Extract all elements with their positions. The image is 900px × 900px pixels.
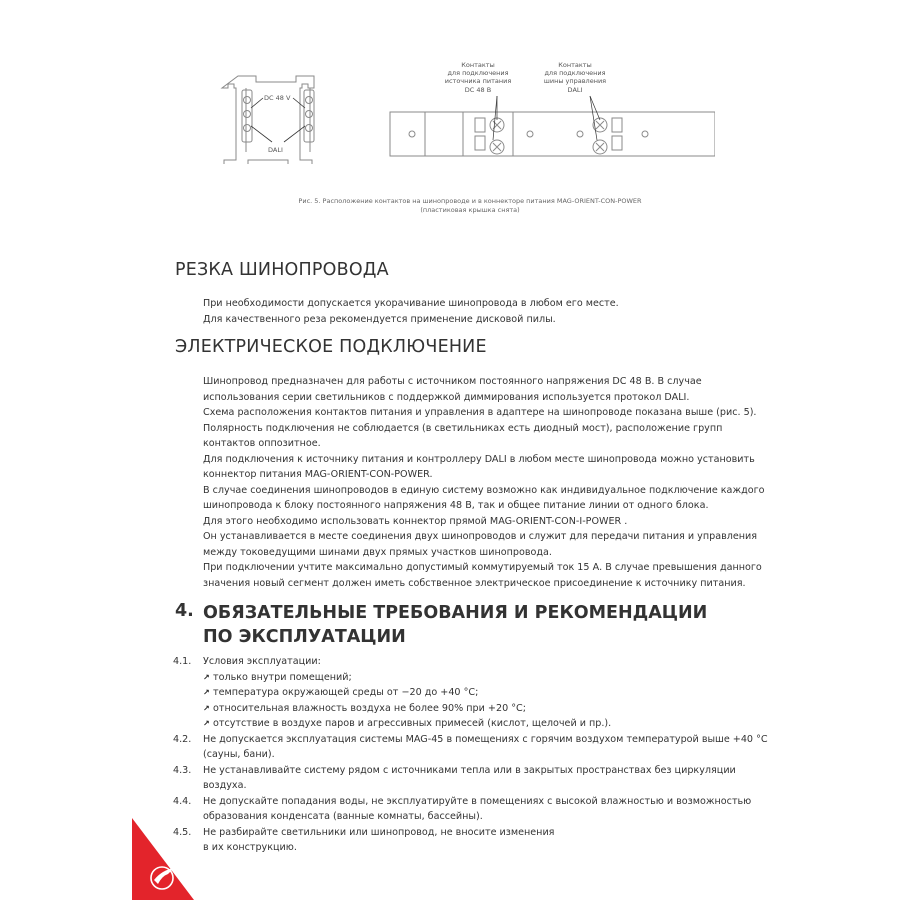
- section-heading-cutting: РЕЗКА ШИНОПРОВОДА: [175, 260, 389, 280]
- bullet-item: [203, 701, 773, 717]
- paragraph-line: Он устанавливается в месте соединения двух шинопроводов и служит для передачи питания и управления: [203, 531, 758, 542]
- requirement-text: в их конструкцию.: [203, 842, 297, 853]
- requirements-list: [173, 654, 773, 856]
- arrow-bullet-icon: ↗: [203, 703, 210, 713]
- requirement-number: 4.3.: [173, 764, 192, 776]
- requirement-text: воздуха.: [203, 780, 247, 791]
- paragraph-line: Шинопровод предназначен для работы с источником постоянного напряжения DC 48 В. В случае: [203, 376, 702, 387]
- callout-line: DALI: [567, 85, 583, 94]
- requirement-number: 4.2.: [173, 733, 192, 745]
- dali-label: DALI: [268, 146, 283, 154]
- electrical-paragraph: [203, 374, 765, 591]
- bullet-text: только внутри помещений;: [213, 671, 352, 683]
- paragraph-line: В случае соединения шинопроводов в единую систему возможно как индивидуальное подключение каждого: [203, 484, 765, 496]
- callout-line: Контакты: [461, 61, 495, 69]
- arrow-bullet-icon: ↗: [203, 688, 210, 697]
- requirement-text: Не разбирайте светильники или шинопровод, не вносите изменения: [203, 826, 555, 838]
- requirement-text: (сауны, бани).: [203, 749, 275, 760]
- arrow-bullet-icon: ↗: [203, 672, 210, 682]
- requirement-text: Не устанавливайте систему рядом с источниками тепла или в закрытых пространствах без циркуляции: [203, 764, 736, 776]
- paragraph-line: При необходимости допускается укорачивание шинопровода в любом его месте.: [203, 298, 619, 309]
- bullet-text: относительная влажность воздуха не более 90% при +20 °С;: [213, 702, 526, 714]
- requirement-text: Условия эксплуатации:: [203, 656, 321, 667]
- cutting-paragraph: [203, 296, 619, 327]
- paragraph-line: коннектор питания MAG-ORIENT-CON-POWER.: [203, 469, 433, 480]
- section-heading-electrical: ЭЛЕКТРИЧЕСКОЕ ПОДКЛЮЧЕНИЕ: [175, 337, 487, 357]
- power-contacts-callout: [432, 61, 524, 94]
- requirement-number: 4.1.: [173, 656, 192, 667]
- paragraph-line: между токоведущими шинами двух прямых участков шинопровода.: [203, 546, 552, 558]
- requirement-number: 4.4.: [173, 795, 192, 807]
- paragraph-line: значения новый сегмент должен иметь собственное электрическое присоединение к источнику питания.: [203, 577, 746, 589]
- caption-line: (пластиковая крышка снята): [420, 206, 520, 214]
- paragraph-line: шинопровода к блоку постоянного напряжения 48 В, так и общее питание линии от одного блока.: [203, 500, 709, 511]
- callout-line: Контакты: [558, 61, 592, 69]
- paragraph-line: Полярность подключения не соблюдается (в светильниках есть диодный мост), расположение групп: [203, 422, 723, 434]
- requirement-text: образования конденсата (ванные комнаты, бассейны).: [203, 811, 483, 822]
- requirement-item: [173, 654, 773, 732]
- section-heading-requirements: [203, 601, 707, 649]
- heading-line: ПО ЭКСПЛУАТАЦИИ: [203, 627, 406, 647]
- heading-line: ОБЯЗАТЕЛЬНЫЕ ТРЕБОВАНИЯ И РЕКОМЕНДАЦИИ: [203, 603, 708, 623]
- callout-line: для подключения: [544, 69, 606, 78]
- paragraph-line: Для подключения к источнику питания и контроллеру DALI в любом месте шинопровода можно установить: [203, 453, 755, 465]
- paragraph-line: Для качественного реза рекомендуется применение дисковой пилы.: [203, 313, 556, 325]
- callout-line: DC 48 В: [464, 85, 492, 94]
- dc48-label: DC 48 V: [264, 94, 291, 102]
- caption-line: Рис. 5. Расположение контактов на шинопроводе и в коннекторе питания MAG-ORIENT-CON-POWER: [298, 197, 642, 205]
- requirement-text: Не допускается эксплуатация системы MAG-45 в помещениях с горячим воздухом температурой выше +40 °С: [203, 733, 768, 745]
- bullet-text: отсутствие в воздухе паров и агрессивных примесей (кислот, щелочей и пр.).: [213, 718, 612, 729]
- brand-swoosh-icon: [132, 818, 194, 900]
- section-number: 4.: [175, 601, 194, 621]
- callout-line: источника питания: [444, 77, 512, 86]
- callout-line: для подключения: [447, 69, 509, 78]
- paragraph-line: Для этого необходимо использовать коннектор прямой MAG-ORIENT-CON-I-POWER .: [203, 515, 628, 527]
- paragraph-line: При подключении учтите максимально допустимый коммутируемый ток 15 А. В случае превышения данного: [203, 562, 762, 573]
- requirement-text: Не допускайте попадания воды, не эксплуатируйте в помещениях с высокой влажностью и возможностью: [203, 795, 752, 807]
- requirement-item: [173, 732, 773, 763]
- requirement-number: 4.5.: [173, 826, 192, 838]
- bullet-item: [203, 716, 773, 732]
- requirement-item: [173, 763, 773, 794]
- dali-contacts-callout: [540, 61, 610, 94]
- bullet-text: температура окружающей среды от −20 до +40 °С;: [213, 687, 479, 698]
- paragraph-line: использования серии светильников с поддержкой диммирования используется протокол DALI.: [203, 391, 690, 403]
- bullet-item: [203, 685, 773, 701]
- requirement-item: [173, 825, 773, 856]
- paragraph-line: контактов оппозитное.: [203, 438, 321, 449]
- figure-caption: [250, 197, 690, 215]
- paragraph-line: Схема расположения контактов питания и управления в адаптере на шинопроводе показана выше (рис. 5).: [203, 407, 757, 418]
- callout-line: шины управления: [543, 77, 607, 86]
- requirement-item: [173, 794, 773, 825]
- arrow-bullet-icon: ↗: [203, 719, 210, 728]
- bullet-item: [203, 670, 773, 686]
